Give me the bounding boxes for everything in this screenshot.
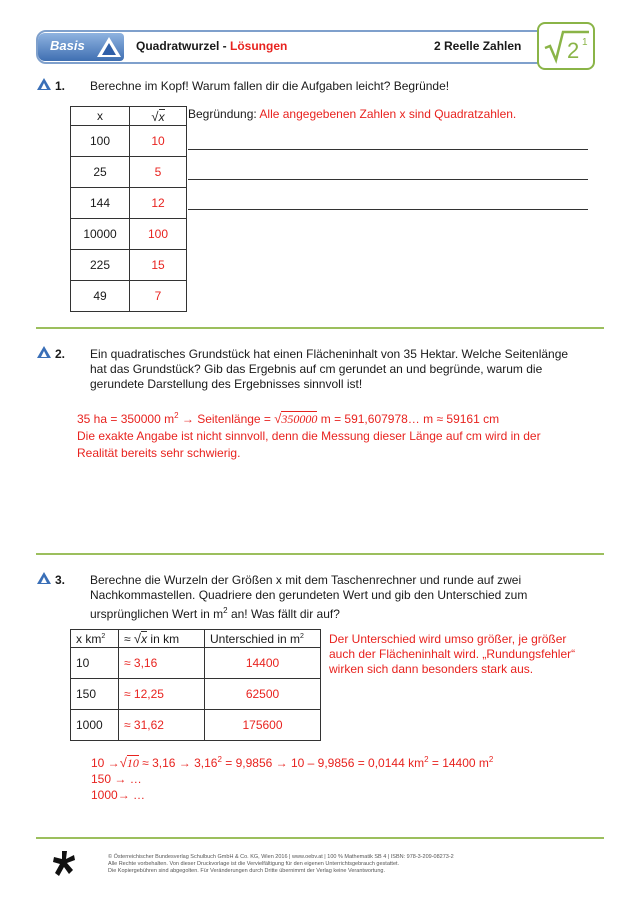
publisher-logo-icon [52, 850, 76, 878]
task1-header-sqrt: √x [130, 107, 187, 126]
task2-number: 2. [55, 347, 66, 361]
answer-line [188, 209, 588, 210]
footer-text: © Österreichischer Bundesverlag Schulbuch GmbH & Co. KG, Wien 2016 | www.oebv.at | 100 % Mathematik SB 4 | ISBN: 978-3-209-08273-2 Alle Rechte vorbehalten. Von dieser Druckvorlage ist die Vervielfältigung für den eigenen Unterrichtsgebrauch gestattet. Die Kopiergebühren sind abgegolten. Für Veränderungen durch Dritte übernimmt der Verlag keine Verantwortung. [108, 854, 454, 874]
task1-prompt: Berechne im Kopf! Warum fallen dir die Aufgaben leicht? Begründe! [90, 79, 450, 93]
square-root-icon [539, 24, 593, 68]
table-row: 1000 ≈ 31,62 175600 [71, 710, 321, 741]
pyramid-logo-icon [96, 35, 122, 59]
task1-reason: Begründung: Alle angegebenen Zahlen x sind Quadratzahlen. [188, 107, 517, 121]
header-chapter: 2 Reelle Zahlen [434, 39, 522, 53]
answer-line [188, 179, 588, 180]
table-row: 10000 100 [71, 219, 187, 250]
table-row: 10 ≈ 3,16 14400 [71, 648, 321, 679]
header-title: Quadratwurzel - Lösungen [136, 39, 288, 53]
difficulty-triangle-icon [37, 346, 51, 358]
task3-header-root: ≈ √x in km [119, 630, 205, 648]
table-row: 49 7 [71, 281, 187, 312]
task1-reason-answer: Alle angegebenen Zahlen x sind Quadratzahlen. [259, 107, 517, 121]
table-row: 25 5 [71, 157, 187, 188]
basis-logo-label: Basis [50, 38, 85, 53]
task3-observation: Der Unterschied wird umso größer, je größer auch der Flächeninhalt wird. „Rundungsfehler“ wirken sich dann besonders stark aus. [329, 632, 576, 676]
task3-table [70, 629, 321, 741]
task3-header-x: x $km^2$ [71, 630, 119, 648]
svg-text:2: 2 [567, 38, 580, 63]
sqrt-badge [537, 22, 595, 70]
section-divider [36, 327, 604, 329]
difficulty-triangle-icon [37, 572, 51, 584]
task3-calculation: $10 \to√10 \approx 3,16 \to 3,16^2 = 9,9856 \to 10 - 9,9856 = 0,0144$ $km^2 = 14400$ $m^2$ 150 → … 1000→ … [91, 755, 494, 802]
task2-answer: 35 ha = 350000 $m^2$ → Seitenlänge = √350000 m = 591,607978… m ≈ 59161 cm Die exakte Angabe ist nicht sinnvoll, denn die Messung dieser Länge auf cm wird in der Realität bereits sehr schwierig. [77, 411, 541, 460]
table-row: 100 10 [71, 126, 187, 157]
header-title-highlight: Lösungen [230, 39, 288, 53]
task3-prompt: Berechne die Wurzeln der Größen x mit dem Taschenrechner und runde auf zwei Nachkommastellen. Quadriere den gerundeten Wert und gib den Unterschied zum ursprünglichen Wert in $m^2$ an! Was fällt dir auf? [90, 573, 528, 621]
answer-line [188, 149, 588, 150]
table-row: 150 ≈ 12,25 62500 [71, 679, 321, 710]
section-divider [36, 553, 604, 555]
task3-header-diff: Unterschied in $m^2$ [205, 630, 321, 648]
task2-prompt: Ein quadratisches Grundstück hat einen Flächeninhalt von 35 Hektar. Welche Seitenlänge hat das Grundstück? Gib das Ergebnis auf cm gerundet an und begründe, warum die gerundete Darstellung des Ergebnisses sinnvoll ist! [90, 347, 569, 391]
task1-header-x: x [71, 107, 130, 126]
task1-number: 1. [55, 79, 66, 93]
table-row: 225 15 [71, 250, 187, 281]
difficulty-triangle-icon [37, 78, 51, 90]
task3-number: 3. [55, 573, 66, 587]
task1-table [70, 106, 187, 312]
svg-text:1: 1 [582, 37, 588, 48]
table-row: 144 12 [71, 188, 187, 219]
section-divider [36, 837, 604, 839]
